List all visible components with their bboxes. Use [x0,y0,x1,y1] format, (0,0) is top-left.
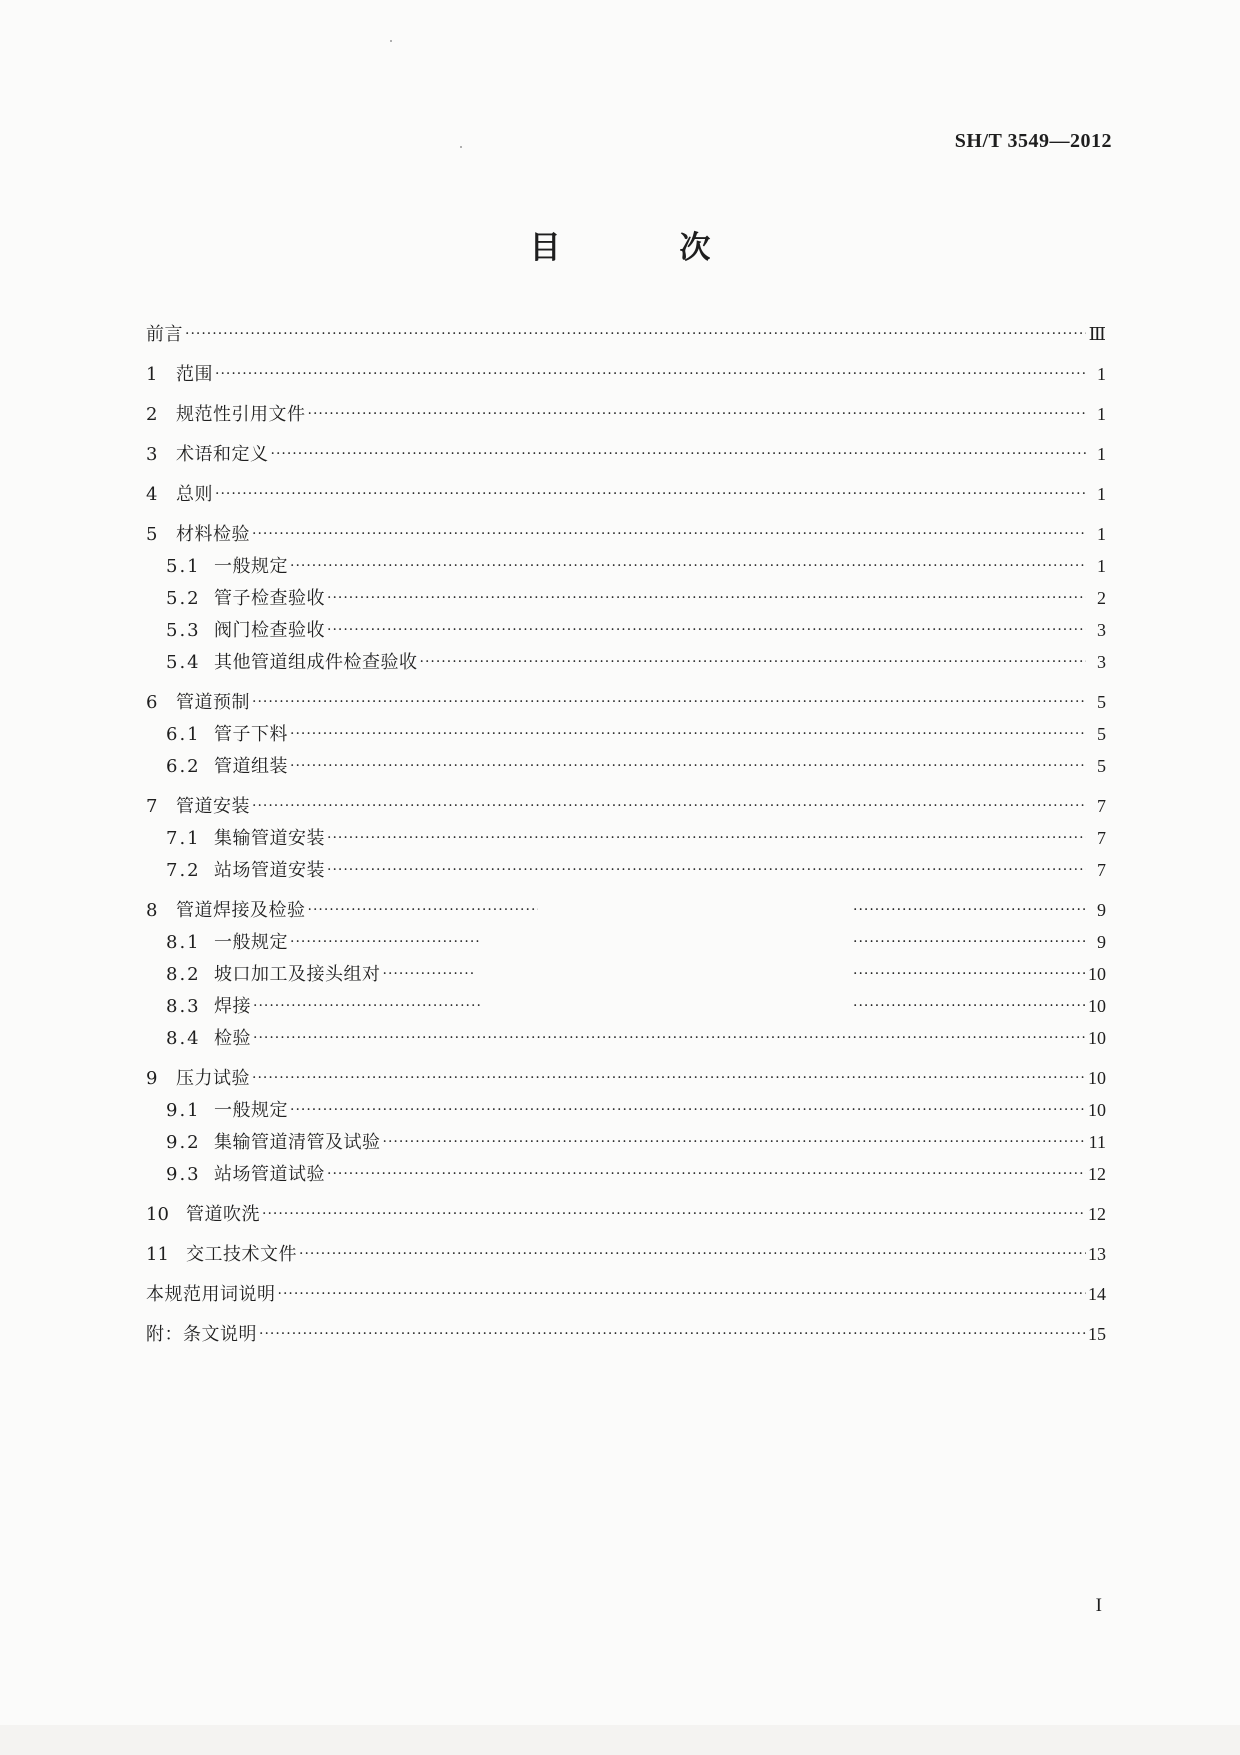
toc-entry-number: 5.1 [166,556,201,577]
toc-entry[interactable] [146,1238,1106,1270]
toc-entry-number: 2 [146,404,158,425]
toc-entry-number: 11 [146,1244,169,1265]
dot-leader [327,613,1086,646]
scan-speck [460,146,462,148]
toc-entry[interactable] [146,686,1106,718]
toc-entry-label: 规范性引用文件 [176,404,306,425]
dot-leader [278,1277,1087,1310]
toc-entry-page: 1 [1097,444,1106,464]
toc-entry-label: 集输管道清管及试验 [214,1132,381,1153]
toc-entry-label: 阀门检查验收 [214,620,325,641]
toc-entry-page: 9 [1097,900,1106,920]
dot-leader [308,397,1087,430]
toc-entry[interactable] [146,518,1106,550]
toc-entry-number: 7.2 [166,860,201,881]
toc-entry-label: 站场管道安装 [214,860,325,881]
dot-leader [853,893,1088,926]
toc-entry-label: 管子检查验收 [214,588,325,609]
toc-entry-page: 10 [1088,964,1106,984]
toc-entry-number: 7.1 [166,828,201,849]
toc-entry-number: 6.2 [166,756,201,777]
dot-leader [215,477,1086,510]
dot-leader [290,549,1086,582]
dot-leader [262,1197,1086,1230]
toc-entry-page: 13 [1088,1244,1106,1264]
toc-entry[interactable] [146,358,1106,390]
table-of-contents [146,318,1106,1350]
toc-entry-label: 管道预制 [176,692,250,713]
toc-entry-label: 管道组装 [214,756,288,777]
dot-leader [327,1157,1086,1190]
toc-entry-label: 材料检验 [176,524,250,545]
toc-entry[interactable] [146,822,1106,854]
toc-entry-number: 5.3 [166,620,201,641]
toc-entry[interactable] [146,582,1106,614]
toc-entry-label: 一般规定 [214,556,288,577]
toc-entry-label: 本规范用词说明 [146,1284,276,1305]
page-title: 目 次 [529,230,765,266]
toc-entry-page: 3 [1097,620,1106,640]
scan-speck [390,40,392,42]
toc-entry-page: 10 [1088,1028,1106,1048]
toc-entry-page: 1 [1097,524,1106,544]
toc-entry-label: 范围 [176,364,213,385]
toc-entry-page: 7 [1097,796,1106,816]
toc-entry-label: 一般规定 [214,932,288,953]
toc-entry-page: 1 [1097,484,1106,504]
dot-leader [420,645,1087,678]
toc-entry[interactable] [146,1062,1106,1094]
toc-entry-number: 5.2 [166,588,201,609]
toc-entry-label: 其他管道组成件检查验收 [214,652,418,673]
toc-entry-label: 压力试验 [176,1068,250,1089]
dot-leader [290,1093,1086,1126]
toc-entry-number: 8.1 [166,932,201,953]
toc-entry-label: 管子下料 [214,724,288,745]
toc-entry-label: 术语和定义 [176,444,269,465]
toc-entry[interactable] [146,854,1106,886]
dot-leader [290,925,480,958]
toc-entry-number: 8 [146,900,158,921]
toc-entry-number: 3 [146,444,158,465]
toc-entry-number: 7 [146,796,158,817]
toc-entry-page: 15 [1088,1324,1106,1344]
dot-leader [327,853,1086,886]
toc-entry-label: 前言 [146,324,183,345]
toc-entry-page: 1 [1097,404,1106,424]
toc-entry-page: 5 [1097,692,1106,712]
toc-entry-label: 集输管道安装 [214,828,325,849]
toc-entry[interactable] [146,1126,1106,1158]
dot-leader [327,821,1086,854]
toc-entry-label: 管道焊接及检验 [176,900,306,921]
toc-entry-number: 4 [146,484,158,505]
toc-entry[interactable] [146,1278,1106,1310]
toc-entry[interactable] [146,790,1106,822]
toc-entry-page: 1 [1097,364,1106,384]
toc-entry-page: 7 [1097,828,1106,848]
dot-leader [271,437,1087,470]
dot-leader [383,1125,1087,1158]
dot-leader [185,317,1086,350]
toc-entry-label: 站场管道试验 [214,1164,325,1185]
dot-leader [252,685,1086,718]
toc-entry-number: 6 [146,692,158,713]
dot-leader [299,1237,1086,1270]
dot-leader [383,957,473,990]
toc-entry-number: 8.4 [166,1028,201,1049]
toc-entry-number: 5.4 [166,652,201,673]
toc-entry[interactable] [146,438,1106,470]
toc-entry[interactable] [146,646,1106,678]
toc-entry-number: 8.2 [166,964,201,985]
toc-entry-number: 6.1 [166,724,201,745]
toc-entry-number: 1 [146,364,158,385]
toc-entry-page: 12 [1088,1164,1106,1184]
toc-entry[interactable] [146,1318,1106,1350]
toc-entry-page: 10 [1088,1068,1106,1088]
toc-entry-label: 交工技术文件 [186,1244,297,1265]
toc-entry-label: 管道吹洗 [186,1204,260,1225]
dot-leader [259,1317,1086,1350]
dot-leader [215,357,1086,390]
toc-entry-page: 3 [1097,652,1106,672]
toc-entry[interactable] [146,926,1106,958]
toc-entry[interactable] [146,398,1106,430]
dot-leader [290,717,1086,750]
toc-entry-label: 焊接 [214,996,251,1017]
toc-entry[interactable] [146,478,1106,510]
dot-leader [290,749,1086,782]
toc-entry-label: 附：条文说明 [146,1324,257,1345]
toc-entry[interactable] [146,1158,1106,1190]
toc-entry-page: 11 [1088,1132,1106,1152]
dot-leader [853,989,1088,1022]
dot-leader [253,989,483,1022]
toc-entry-number: 10 [146,1204,169,1225]
standard-code: SH/T 3549—2012 [954,130,1112,152]
toc-entry-page: 5 [1097,724,1106,744]
toc-entry[interactable] [146,1094,1106,1126]
toc-entry-number: 9.2 [166,1132,201,1153]
toc-entry-number: 9 [146,1068,158,1089]
toc-entry-label: 检验 [214,1028,251,1049]
toc-entry-number: 9.3 [166,1164,201,1185]
toc-entry[interactable] [146,718,1106,750]
dot-leader [252,789,1086,822]
dot-leader [253,1021,1086,1054]
toc-entry[interactable] [146,1198,1106,1230]
toc-entry[interactable] [146,318,1106,350]
dot-leader [853,925,1088,958]
toc-entry-page: 9 [1097,932,1106,952]
toc-entry-page: 12 [1088,1204,1106,1224]
toc-entry-page: 14 [1088,1284,1106,1304]
toc-entry-page: 5 [1097,756,1106,776]
dot-leader [308,893,538,926]
toc-entry-number: 5 [146,524,158,545]
toc-entry-page: 2 [1097,588,1106,608]
toc-entry-label: 总则 [176,484,213,505]
dot-leader [327,581,1086,614]
toc-entry-page: 1 [1097,556,1106,576]
toc-entry[interactable] [146,894,1106,926]
toc-entry-page: 10 [1088,1100,1106,1120]
toc-entry[interactable] [146,550,1106,582]
toc-entry[interactable] [146,750,1106,782]
toc-entry-label: 管道安装 [176,796,250,817]
toc-entry-label: 一般规定 [214,1100,288,1121]
dot-leader [252,1061,1086,1094]
toc-entry-number: 8.3 [166,996,201,1017]
dot-leader [252,517,1086,550]
page-number: I [1095,1595,1102,1616]
dot-leader [853,957,1088,990]
toc-entry-number: 9.1 [166,1100,201,1121]
toc-entry-page: 10 [1088,996,1106,1016]
toc-entry[interactable] [146,990,1106,1022]
toc-entry[interactable] [146,958,1106,990]
toc-entry-page: 7 [1097,860,1106,880]
toc-entry[interactable] [146,614,1106,646]
toc-entry-label: 坡口加工及接头组对 [214,964,381,985]
toc-entry-page: Ⅲ [1088,324,1106,344]
toc-entry[interactable] [146,1022,1106,1054]
